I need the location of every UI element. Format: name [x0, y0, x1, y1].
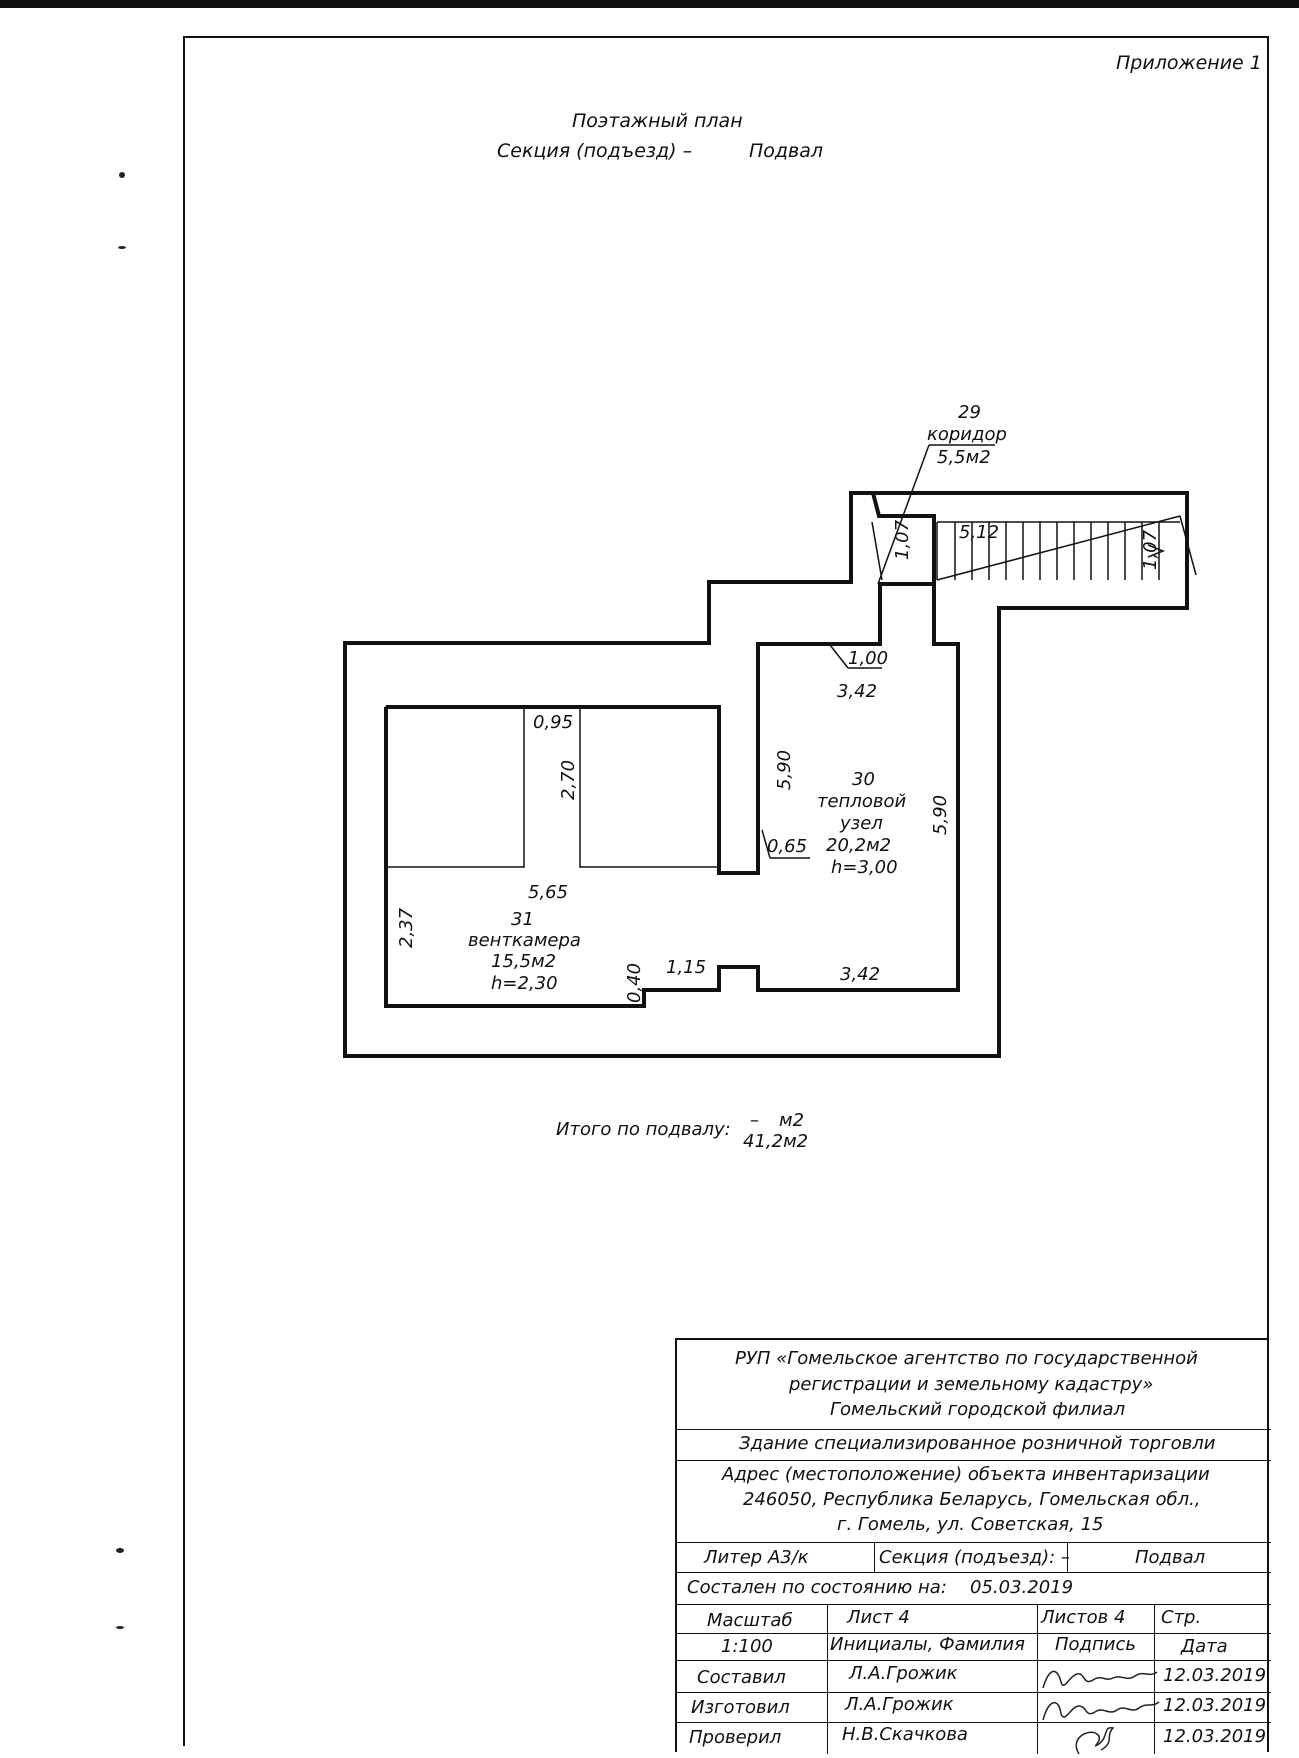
dim-2-37: 2,37 — [396, 907, 417, 948]
room-29-area: 5,5м2 — [937, 447, 991, 468]
section-label: Секция (подъезд) – — [497, 140, 693, 162]
sign-header: Подпись — [1055, 1634, 1136, 1655]
room-31-height: h=2,30 — [491, 973, 558, 994]
row-role: Изготовил — [691, 1697, 790, 1718]
row-date: 12.03.2019 — [1163, 1695, 1267, 1716]
dim-0-65: 0,65 — [767, 836, 808, 857]
scale-value: 1:100 — [721, 1636, 773, 1657]
room-31-name: венткамера — [468, 930, 581, 951]
floor-label: Подвал — [749, 140, 824, 162]
title-block — [675, 1338, 1269, 1752]
dim-1-00: 1,00 — [848, 648, 889, 669]
date-header: Дата — [1181, 1636, 1228, 1657]
vent-unit-right — [580, 707, 719, 867]
row-name: Л.А.Грожик — [845, 1694, 954, 1715]
plan-title: Поэтажный план — [572, 110, 743, 132]
vent-unit-left — [386, 707, 524, 867]
outer-wall — [345, 493, 1187, 1056]
stamp-section: Секция (подъезд): – — [879, 1547, 1070, 1568]
row-date: 12.03.2019 — [1163, 1665, 1267, 1686]
page-label: Стр. — [1161, 1607, 1202, 1628]
dim-1-15: 1,15 — [666, 957, 707, 978]
room-31-area: 15,5м2 — [491, 951, 557, 972]
initials-header: Инициалы, Фамилия — [830, 1634, 1025, 1655]
liter-label: Литер А3/к — [704, 1547, 809, 1568]
room-30-number: 30 — [852, 769, 875, 790]
sheet-label: Лист 4 — [847, 1607, 910, 1628]
dim-3-42-bottom: 3,42 — [840, 964, 881, 985]
room-31-number: 31 — [511, 909, 534, 930]
dim-5-65: 5,65 — [528, 882, 569, 903]
sheets-label: Листов 4 — [1041, 1607, 1126, 1628]
dim-1-07-left: 1,07 — [892, 519, 913, 560]
row-date: 12.03.2019 — [1163, 1726, 1267, 1747]
dim-5-90-right: 5,90 — [930, 794, 951, 835]
room-30-area: 20,2м2 — [826, 835, 892, 856]
address-label: Адрес (местоположение) объекта инвентаризации — [722, 1464, 1210, 1485]
state-label: Состален по состоянию на: — [687, 1577, 947, 1598]
row-name: Н.В.Скачкова — [842, 1724, 968, 1745]
org-line2: регистрации и земельному кадастру» — [789, 1374, 1154, 1395]
address-line2: г. Гомель, ул. Советская, 15 — [837, 1514, 1104, 1535]
dim-1-07-right: 1,07 — [1140, 529, 1161, 570]
dim-5-90-left: 5,90 — [774, 749, 795, 790]
total-label: Итого по подвалу: — [556, 1119, 731, 1140]
total-dash: – — [750, 1110, 759, 1131]
stamp-floor: Подвал — [1135, 1547, 1206, 1568]
appendix-label: Приложение 1 — [1116, 52, 1262, 74]
state-date: 05.03.2019 — [970, 1577, 1074, 1598]
room-30-name-2: узел — [840, 813, 883, 834]
room-29-number: 29 — [958, 402, 981, 423]
total-dash-unit: м2 — [779, 1110, 805, 1131]
org-line1: РУП «Гомельское агентство по государственной — [735, 1348, 1198, 1369]
scale-label: Масштаб — [707, 1610, 793, 1631]
address-line1: 246050, Республика Беларусь, Гомельская обл., — [743, 1489, 1201, 1510]
total-value: 41,2м2 — [743, 1131, 809, 1152]
dim-3-42-top: 3,42 — [837, 681, 878, 702]
dim-2-70: 2,70 — [558, 759, 579, 800]
dim-0-40: 0,40 — [624, 962, 645, 1003]
building-name: Здание специализированное розничной торговли — [739, 1433, 1216, 1454]
row-name: Л.А.Грожик — [849, 1663, 958, 1684]
dim-5-12: 5,12 — [959, 522, 1000, 543]
room-29-name: коридор — [927, 424, 1007, 445]
room-30-height: h=3,00 — [831, 857, 898, 878]
room-30-name-1: тепловой — [817, 791, 907, 812]
dim-0-95: 0,95 — [533, 712, 574, 733]
row-role: Проверил — [689, 1727, 782, 1748]
org-line3: Гомельский городской филиал — [830, 1399, 1126, 1420]
signature — [1039, 1658, 1161, 1758]
row-role: Составил — [697, 1667, 786, 1688]
